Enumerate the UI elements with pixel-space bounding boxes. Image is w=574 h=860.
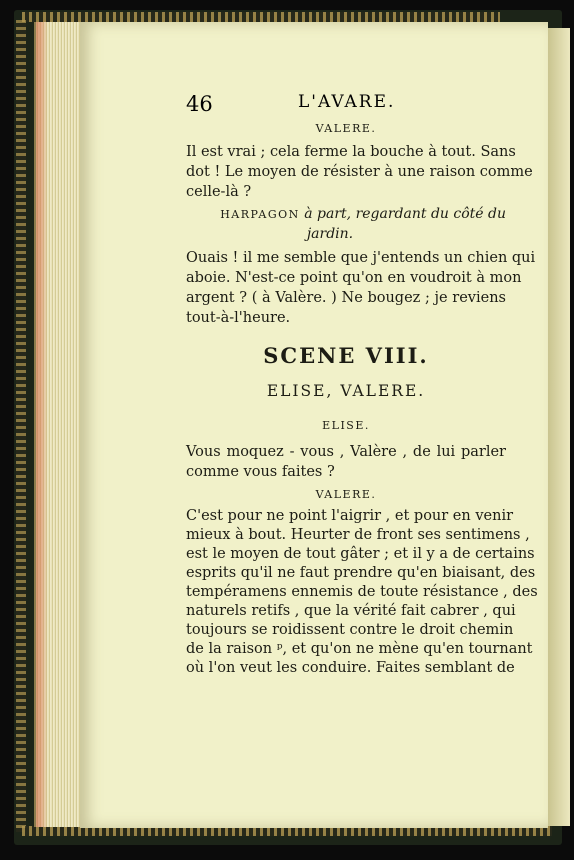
speaker-harpagon: HARPAGON bbox=[220, 208, 300, 221]
page-number: 46 bbox=[186, 92, 213, 116]
speaker-elise: ELISE. bbox=[322, 419, 370, 432]
text-line: argent ? ( à Valère. ) Ne bougez ; je reviens bbox=[186, 290, 506, 306]
running-head bbox=[186, 92, 506, 118]
text-line: toujours se roidissent contre le droit chemin bbox=[186, 622, 514, 638]
text-line: C'est pour ne point l'aigrir , et pour en venir bbox=[186, 508, 514, 524]
cover-border-left bbox=[16, 20, 26, 832]
text-line: Vous moquez - vous , Valère , de lui parler bbox=[186, 444, 506, 460]
text-line: esprits qu'il ne faut prendre qu'en biaisant, des bbox=[186, 565, 536, 581]
speaker-valere: VALERE. bbox=[315, 122, 377, 135]
speaker-valere: VALERE. bbox=[315, 488, 377, 501]
text-line: tout-à-l'heure. bbox=[186, 310, 291, 326]
text-line: mieux à bout. Heurter de front ses sentimens , bbox=[186, 527, 530, 543]
text-line: est le moyen de tout gâter ; et il y a de certains bbox=[186, 546, 535, 562]
scene-heading: SCENE VIII. bbox=[263, 343, 429, 368]
text-line: aboie. N'est-ce point qu'on en voudroit à mon bbox=[186, 270, 522, 286]
stage-direction-text: à part, regardant du côté du bbox=[304, 206, 506, 222]
running-title: L'AVARE. bbox=[298, 92, 396, 112]
text-line: naturels retifs , que la vérité fait cabrer , qui bbox=[186, 603, 516, 619]
text-line: comme vous faites ? bbox=[186, 464, 335, 480]
text-line: tempéramens ennemis de toute résistance , des bbox=[186, 584, 538, 600]
text-line: Ouais ! il me semble que j'entends un chien qui bbox=[186, 250, 536, 266]
text-line: Il est vrai ; cela ferme la bouche à tout. Sans bbox=[186, 144, 516, 160]
stage-direction-text: jardin. bbox=[306, 226, 354, 242]
text-line: de la raison ᵖ, et qu'on ne mène qu'en tournant bbox=[186, 641, 533, 657]
stage-direction bbox=[186, 206, 506, 222]
facing-page-edge bbox=[548, 28, 570, 826]
cover-border-top bbox=[22, 12, 500, 22]
text-line: où l'on veut les conduire. Faites semblant de bbox=[186, 660, 515, 676]
text-line: celle-là ? bbox=[186, 184, 252, 200]
text-line: dot ! Le moyen de résister à une raison comme bbox=[186, 164, 533, 180]
cast-list: ELISE, VALERE. bbox=[266, 382, 426, 400]
